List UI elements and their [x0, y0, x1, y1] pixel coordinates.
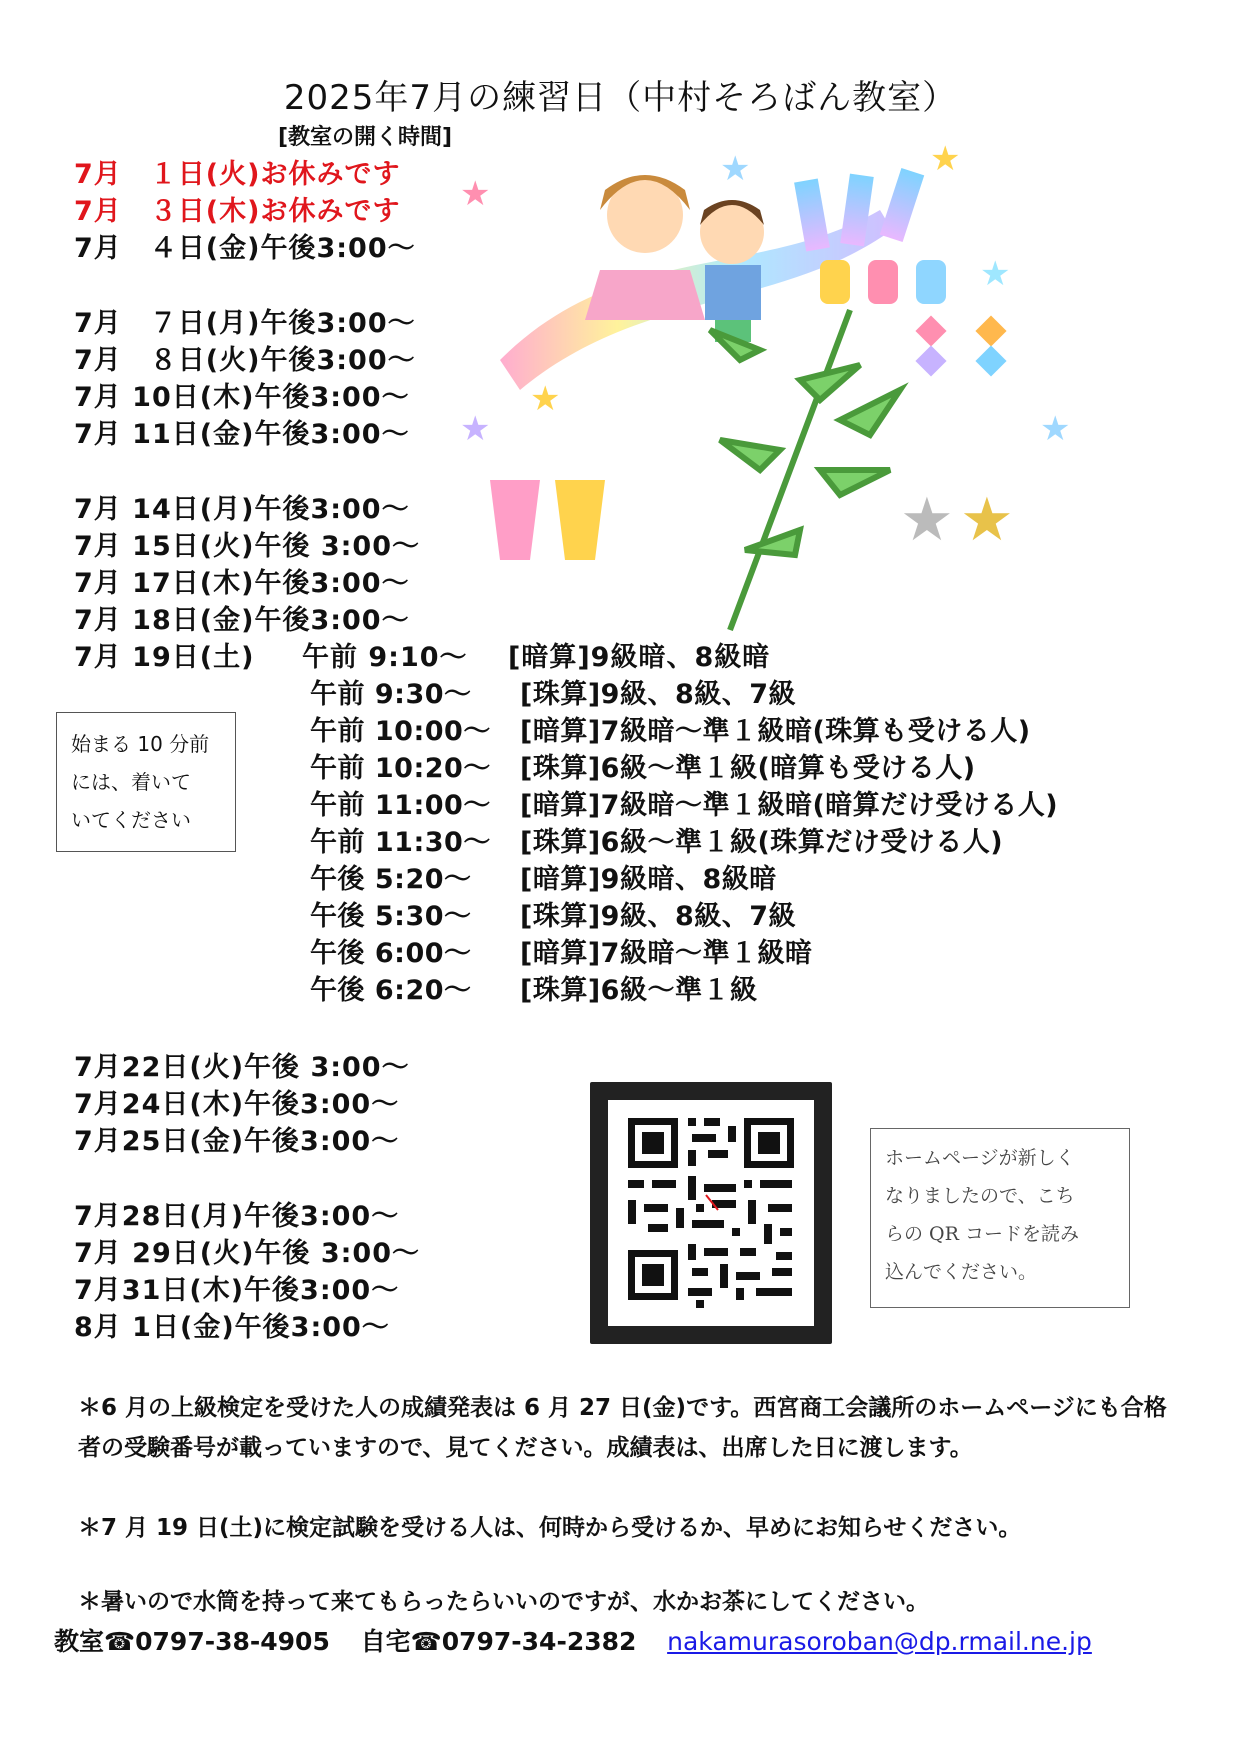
- homepage-note-box: [870, 1128, 1130, 1308]
- schedule-line: 7月25日(金)午後3:00～: [74, 1126, 400, 1157]
- svg-text:★: ★: [1040, 409, 1071, 449]
- schedule-line: 7月 ８日(火)午後3:00～: [74, 345, 416, 376]
- svg-text:★: ★: [460, 409, 491, 449]
- schedule-line: 7月 29日(火)午後 3:00～: [74, 1238, 420, 1269]
- schedule-line: 7月 18日(金)午後3:00～: [74, 605, 410, 636]
- schedule-line-holiday: 7月 １日(火)お休みです: [74, 159, 401, 190]
- notice-exam: ＊7 月 19 日(土)に検定試験を受ける人は、何時から受けるか、早めにお知らせください。: [78, 1515, 1022, 1541]
- schedule-line: 7月24日(木)午後3:00～: [74, 1089, 400, 1120]
- notice-water: ＊暑いので水筒を持って来てもらったらいいのですが、水かお茶にしてください。: [78, 1589, 929, 1615]
- note-line: いてください: [71, 808, 191, 832]
- svg-text:★: ★: [980, 254, 1011, 294]
- tanabata-illustration: [460, 139, 1142, 640]
- kusudama-tassel-icons: [490, 480, 605, 560]
- saturday-slot: 午前 11:30～ [珠算]6級～準１級(珠算だけ受ける人): [310, 827, 1004, 858]
- saturday-slot: 午後 5:20～ [暗算]9級暗、8級暗: [310, 864, 777, 895]
- schedule-line: 7月22日(火)午後 3:00～: [74, 1052, 410, 1083]
- svg-text:★: ★: [960, 485, 1014, 555]
- saturday-slot: 午前 10:20～ [珠算]6級～準１級(暗算も受ける人): [310, 753, 976, 784]
- svg-text:★: ★: [900, 485, 954, 555]
- page-title: 2025年7月の練習日（中村そろばん教室）: [283, 78, 958, 118]
- saturday-slot: 午前 11:00～ [暗算]7級暗～準１級暗(暗算だけ受ける人): [310, 790, 1059, 821]
- schedule-line: 8月 1日(金)午後3:00～: [74, 1312, 390, 1343]
- note-line: には、着いて: [71, 770, 191, 794]
- schedule-line: 7月 ４日(金)午後3:00～: [74, 233, 416, 264]
- schedule-line: 7月 15日(火)午後 3:00～: [74, 531, 420, 562]
- email-link[interactable]: nakamurasoroban@dp.rmail.ne.jp: [667, 1627, 1092, 1656]
- saturday-slot: 午前 10:00～ [暗算]7級暗～準１級暗(珠算も受ける人): [310, 716, 1031, 747]
- saturday-first-class: [暗算]9級暗、8級暗: [508, 642, 771, 673]
- schedule-line: 7月31日(木)午後3:00～: [74, 1275, 400, 1306]
- contact-line: [54, 1622, 1092, 1658]
- saturday-slot: 午前 9:30～ [珠算]9級、8級、7級: [310, 679, 797, 710]
- lantern-icons: [820, 260, 946, 304]
- qr-code-pattern: [608, 1100, 814, 1326]
- hp-note-line: 込んでください。: [885, 1261, 1038, 1283]
- classroom-phone: 教室☎0797-38-4905: [54, 1627, 330, 1656]
- hp-note-line: ホームページが新しく: [885, 1147, 1075, 1169]
- schedule-line: 7月 10日(木)午後3:00～: [74, 382, 410, 413]
- schedule-line-holiday: 7月 ３日(木)お休みです: [74, 196, 401, 227]
- arrival-note-box: [56, 712, 236, 852]
- svg-text:★: ★: [530, 379, 561, 419]
- svg-text:★: ★: [460, 174, 491, 214]
- hp-note-line: らの QR コードを読み: [885, 1223, 1079, 1245]
- schedule-line: 7月 17日(木)午後3:00～: [74, 568, 410, 599]
- schedule-line: 7月 14日(月)午後3:00～: [74, 494, 410, 525]
- note-line: 始まる 10 分前: [71, 732, 210, 756]
- notice-results: ＊6 月の上級検定を受けた人の成績発表は 6 月 27 日(金)です。西宮商工会議所のホームページにも合格者の受験番号が載っていますので、見てください。成績表は、出席した日に渡します。: [78, 1395, 1167, 1461]
- saturday-date: 7月 19日(土): [74, 642, 255, 673]
- hp-note-line: なりましたので、こち: [885, 1185, 1075, 1207]
- qr-pattern-icon: [608, 1100, 814, 1326]
- saturday-slot: 午後 6:00～ [暗算]7級暗～準１級暗: [310, 938, 813, 969]
- hikoboshi-icon: [700, 200, 764, 342]
- svg-text:★: ★: [720, 149, 751, 189]
- orihime-icon: [585, 175, 705, 320]
- tanzaku-strips-icon: [794, 168, 924, 252]
- saturday-first-time: 午前 9:10～: [302, 642, 468, 673]
- saturday-slot: 午後 5:30～ [珠算]9級、8級、7級: [310, 901, 797, 932]
- schedule-line: 7月28日(月)午後3:00～: [74, 1201, 400, 1232]
- schedule-line: 7月 ７日(月)午後3:00～: [74, 308, 416, 339]
- section-subheading: [教室の開く時間]: [278, 125, 453, 150]
- diamond-ornament-icons: [915, 315, 1006, 376]
- qr-code[interactable]: [590, 1082, 832, 1344]
- saturday-slot: 午後 6:20～ [珠算]6級～準１級: [310, 975, 758, 1006]
- home-phone: 自宅☎0797-34-2382: [360, 1627, 637, 1656]
- bamboo-icon: [710, 310, 900, 630]
- svg-text:★: ★: [930, 139, 961, 179]
- schedule-line: 7月 11日(金)午後3:00～: [74, 419, 410, 450]
